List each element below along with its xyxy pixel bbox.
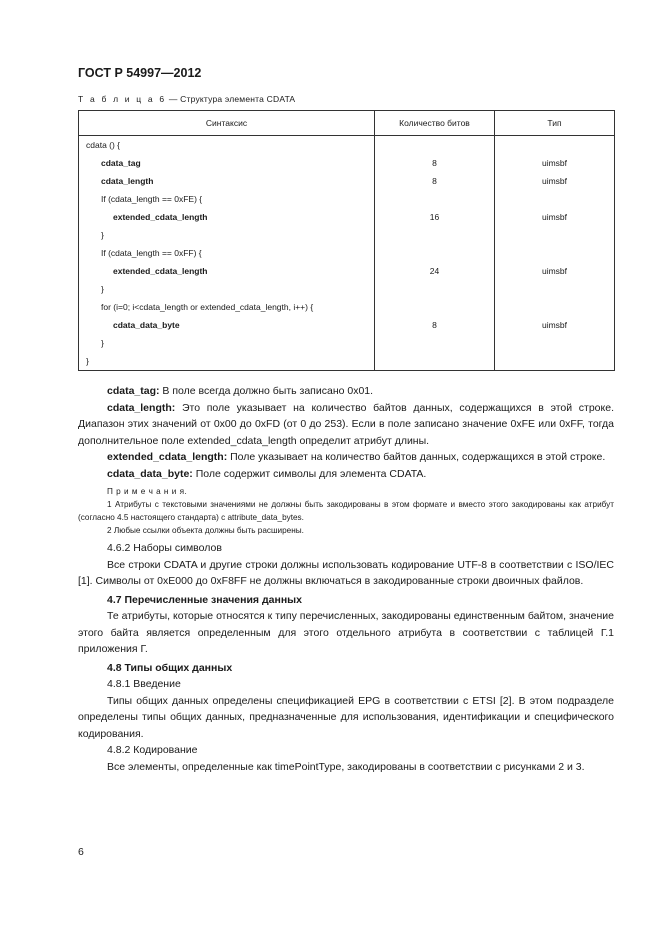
bits-cell [375,244,495,262]
definition-cdata-length [78,400,614,450]
column-header-type: Тип [495,111,615,136]
column-header-syntax: Синтаксис [79,111,375,136]
bits-cell [375,352,495,371]
term: cdata_tag: [107,385,160,397]
definition-text: Это поле указывает на количество байтов данных, содержащихся в этой строке. Диапазон этих значений от 0x00 до 0xFD (от 0 до 253). Если в поле записано значение 0xFE или 0xFF, тогда дополнительное поле extended_cdata_length определит атрибут длины. [78,401,614,447]
type-cell [495,352,615,371]
table-row [79,244,615,262]
table-row [79,172,615,190]
syntax-cell: } [79,280,375,298]
syntax-cell: } [79,352,375,371]
page-number: 6 [78,846,84,858]
notes-block [78,485,614,537]
syntax-cell: If (cdata_length == 0xFF) { [79,244,375,262]
syntax-cell: cdata_data_byte [79,316,375,334]
bits-cell: 8 [375,154,495,172]
bits-cell: 16 [375,208,495,226]
bits-cell [375,298,495,316]
bits-cell: 8 [375,172,495,190]
document-header: ГОСТ Р 54997—2012 [78,66,202,80]
table-row [79,334,615,352]
type-cell: uimsbf [495,262,615,280]
table-row [79,226,615,244]
table-row [79,136,615,155]
term: cdata_length: [107,401,176,414]
bits-cell: 24 [375,262,495,280]
section-4-6-2-title: 4.6.2 Наборы символов [107,542,222,554]
syntax-cell: } [79,226,375,244]
definition-text: В поле всегда должно быть записано 0x01. [159,385,374,397]
notes-title: П р и м е ч а н и я. [107,487,188,496]
type-cell: uimsbf [495,172,615,190]
definition-extended-cdata-length [78,449,614,466]
term: cdata_data_byte: [107,467,193,480]
syntax-cell: } [79,334,375,352]
table-row [79,280,615,298]
table-row [79,190,615,208]
type-cell: uimsbf [495,154,615,172]
syntax-cell: extended_cdata_length [79,262,375,280]
body-text [78,383,614,775]
syntax-cell: cdata_tag [79,154,375,172]
syntax-cell: cdata () { [79,136,375,155]
definition-cdata-tag [78,383,614,400]
section-4-7-title: 4.7 Перечисленные значения данных [107,593,302,606]
type-cell [495,136,615,155]
type-cell [495,190,615,208]
bits-cell [375,334,495,352]
section-4-8-1-text: Типы общих данных определены спецификацией EPG в соответствии с ETSI [2]. В этом подразделе определены типы общих данных, предназначенные для использования, идентификации и специфического кодирования. [78,694,614,740]
definition-text: Поле содержит символы для элемента CDATA. [192,467,427,480]
type-cell [495,244,615,262]
section-4-7-text: Те атрибуты, которые относятся к типу перечисленных, закодированы единственным байтом, значение этого байта является определенным для этого отдельного атрибута в соответствии с таблицей Г.1 приложения Г. [78,610,614,655]
table-caption-label: Т а б л и ц а 6 [78,94,167,104]
type-cell [495,226,615,244]
type-cell [495,334,615,352]
definition-cdata-data-byte [78,466,614,483]
column-header-bits: Количество битов [375,111,495,136]
term: extended_cdata_length: [107,451,228,463]
table-row [79,316,615,334]
syntax-cell: extended_cdata_length [79,208,375,226]
syntax-cell: If (cdata_length == 0xFE) { [79,190,375,208]
definition-text: Поле указывает на количество байтов данных, содержащихся в этой строке. [227,451,606,463]
bits-cell: 8 [375,316,495,334]
section-4-8-1-title: 4.8.1 Введение [107,678,181,690]
type-cell [495,298,615,316]
bits-cell [375,280,495,298]
table-caption [78,94,295,104]
table-row [79,298,615,316]
section-4-8-title: 4.8 Типы общих данных [107,661,233,674]
bits-cell [375,136,495,155]
type-cell: uimsbf [495,208,615,226]
bits-cell [375,226,495,244]
syntax-cell: for (i=0; i<cdata_length or extended_cdata_length, i++) { [79,298,375,316]
note-2: 2 Любые ссылки объекта должны быть расширены. [107,526,304,535]
table-row [79,352,615,371]
bits-cell [375,190,495,208]
table-row [79,208,615,226]
type-cell [495,280,615,298]
section-4-8-2-title: 4.8.2 Кодирование [107,744,198,756]
syntax-cell: cdata_length [79,172,375,190]
table-header-row [79,111,615,136]
type-cell: uimsbf [495,316,615,334]
section-4-6-2-text: Все строки CDATA и другие строки должны использовать кодирование UTF-8 в соответствии с ISO/IEC [1]. Символы от 0xE000 до 0xF8FF не должны включаться в закодированные строки двоичных файлов. [78,558,614,587]
note-1: 1 Атрибуты с текстовыми значениями не должны быть закодированы в этом формате и вместо этого закодированы как атрибут (согласно 4.5 настоящего стандарта) с attribute_data_bytes. [78,500,614,522]
cdata-structure-table [78,110,615,371]
section-4-8-2-text: Все элементы, определенные как timePointType, закодированы в соответствии с рисунками 2 и 3. [107,760,585,773]
table-row [79,154,615,172]
table-row [79,262,615,280]
table-caption-text: — Структура элемента CDATA [166,94,296,104]
